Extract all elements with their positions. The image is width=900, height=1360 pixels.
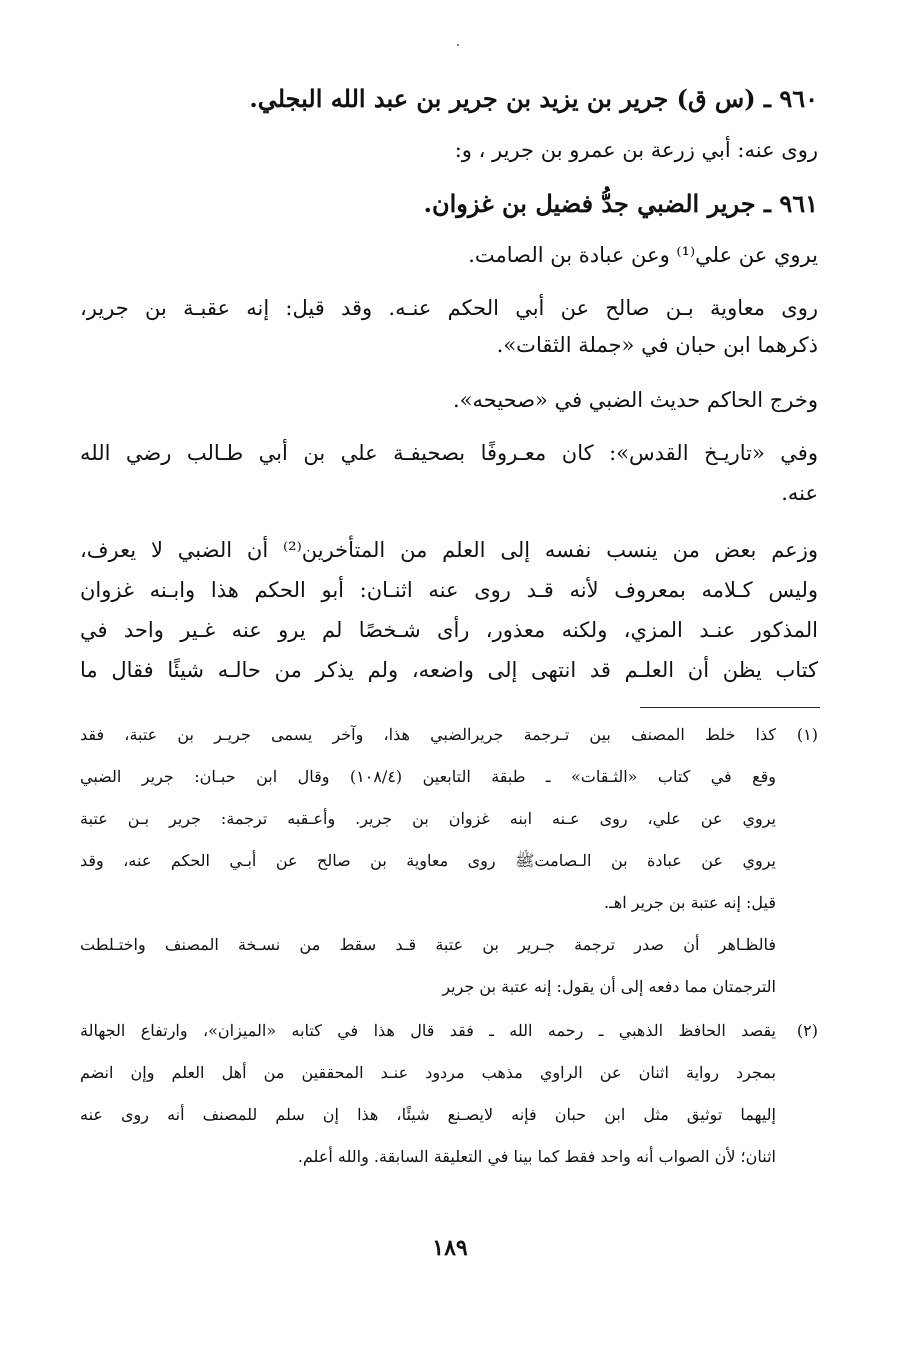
footnote-2-line2: بمجرد رواية اثنان عن الراوي مذهب مردود عنـد المحققين من أهل العلم وإن انضم (80, 1063, 776, 1082)
footnote-1-line2: وقع في كتاب «الثـقات» ـ طبقة التابعين (١٠٨/٤) وقال ابن حبـان: جرير الضبي (80, 767, 777, 786)
footnote-1-number: (١) (796, 725, 818, 744)
entry-961-para1-line2: ذكرهما ابن حبان في «جملة الثقات». (496, 333, 818, 357)
footnote-1-line3: يروي عن علي، روى عـنه ابنه غزوان بن جرير. وأعـقبه ترجمة: جرير بـن عتبة (80, 809, 777, 828)
footnote-2-line4: اثنان؛ لأن الصواب أنه واحد فقط كما بينا في التعليقة السابقة. والله أعلم. (297, 1147, 776, 1166)
footnote-2-line1: يقصد الحافظ الذهبي ـ رحمه الله ـ فقد قال هذا في كتابه «الميزان»، وارتفاع الجهالة (80, 1021, 776, 1040)
entry-961-para4-line3: المذكور عنـد المزي، ولكنه معذور، رأى شـخصًا لم يرو عنه غـير واحد في (80, 618, 818, 642)
footnote-1-line5: قيل: إنه عتبة بن جرير اهـ. (604, 893, 776, 912)
page-number: ١٨٩ (432, 1235, 468, 1261)
footnote-separator (640, 707, 820, 708)
entry-960-narrators: روى عنه: أبي زرعة بن عمرو بن جرير ، و: (454, 138, 818, 162)
entry-961-para2: وخرج الحاكم حديث الضبي في «صحيحه». (452, 388, 818, 412)
footnote-1-line1: كذا خلط المصنف بين تـرجمة جريرالضبي هذا، وآخر يسمى جريـر بن عتبة، فقد (80, 725, 776, 744)
entry-961-para3-line2: عنه. (781, 481, 818, 505)
footnote-1-line7: الترجمتان مما دفعه إلى أن يقول: إنه عتبة بن جرير (442, 977, 776, 996)
scan-mark (457, 44, 459, 46)
footnote-1-line4: يروي عن عبادة بن الـصامتﷺ روى معاوية بن صالح عن أبـي الحكم عنه، وقد (80, 851, 776, 870)
entry-961-para4-line1: وزعم بعض من ينسب نفسه إلى العلم من المتأخرين⁽²⁾ أن الضبي لا يعرف، (80, 538, 818, 562)
entry-961-para4-line2: وليس كـلامه بمعروف لأنه قـد روى عنه اثنـان: أبو الحكم هذا وابـنه غزوان (80, 578, 818, 602)
footnote-2-line3: إليهما توثيق مثل ابن حبان فإنه لايصـنع شيئًا، هذا إن سلم للمصنف أنه روى عنه (80, 1105, 776, 1124)
entry-961-line1: يروي عن علي⁽¹⁾ وعن عبادة بن الصامت. (468, 243, 818, 267)
entry-961-para4-line4: كتاب يظن أن العلـم قد انتهى إلى واضعه، ولم يذكر من حالـه شيئًا فقال ما (80, 658, 818, 682)
footnote-1-line6: فالظـاهر أن صدر ترجمة جـرير بن عتبة قـد سقط من نسـخة المصنف واختـلطت (80, 935, 776, 954)
entry-961-para1-line1: روى معاوية بـن صالح عن أبي الحكم عنـه. وقد قيل: إنه عقبـة بن جرير، (80, 296, 818, 320)
entry-960-heading: ٩٦٠ ـ (س ق) جرير بن يزيد بن جرير بن عبد الله البجلي. (249, 84, 818, 113)
entry-961-para3-line1: وفي «تاريـخ القدس»: كان معـروفًا بصحيفـة علي بن أبي طـالب رضي الله (80, 441, 818, 465)
footnote-2-number: (٢) (796, 1021, 818, 1040)
entry-961-heading: ٩٦١ ـ جرير الضبي جدُّ فضيل بن غزوان. (423, 189, 818, 218)
